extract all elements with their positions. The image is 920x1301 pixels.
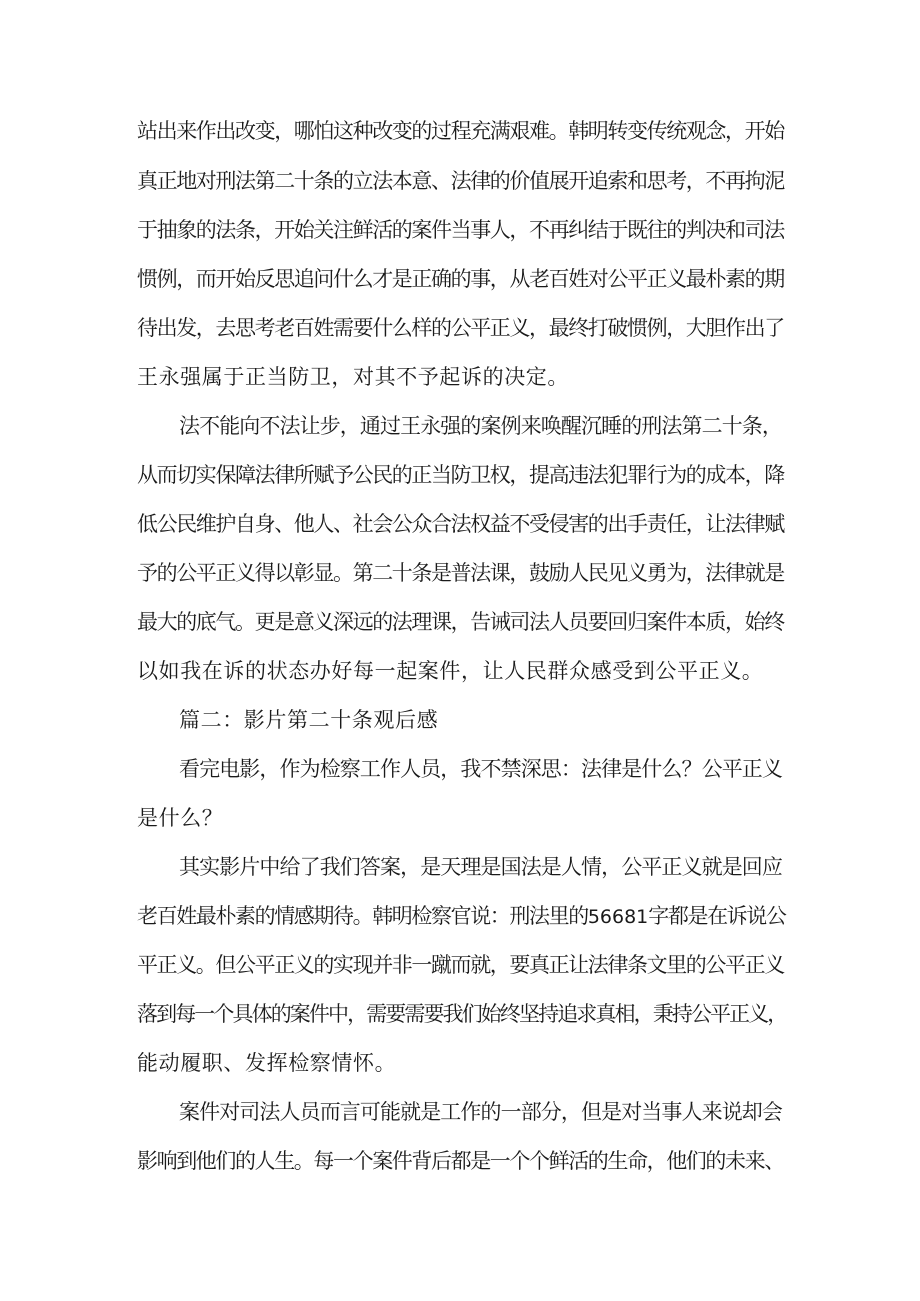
paragraph-2-line-4: 予的公平正义得以彰显。第二十条是普法课，鼓励人民见义勇为，法律就是 [137, 561, 784, 585]
paragraph-1-line-3: 于抽象的法条，开始关注鲜活的案件当事人，不再纠结于既往的判决和司法 [137, 218, 784, 242]
paragraph-5-line-2: 影响到他们的人生。每一个案件背后都是一个个鲜活的生命，他们的未来、 [137, 1149, 784, 1173]
paragraph-3-line-1: 看完电影，作为检察工作人员，我不禁深思：法律是什么？公平正义 [179, 757, 782, 781]
paragraph-4-line-2 [137, 901, 785, 931]
paragraph-4-line-3: 平正义。但公平正义的实现并非一蹴而就，要真正让法律条文里的公平正义 [137, 953, 784, 977]
paragraph-4-line-4: 落到每一个具体的案件中，需要需要我们始终坚持追求真相，秉持公平正义， [137, 1002, 787, 1026]
paragraph-2-line-5: 最大的底气。更是意义深远的法理课，告诫司法人员要回归案件本质，始终 [137, 610, 784, 634]
paragraph-2-line-1: 法不能向不法让步，通过王永强的案例来唤醒沉睡的刑法第二十条， [179, 414, 782, 438]
section-heading: 篇二：影片第二十条观后感 [179, 708, 439, 732]
paragraph-4-line-5: 能动履职、发挥检察情怀。 [137, 1051, 397, 1075]
paragraph-3-line-2: 是什么？ [137, 806, 224, 830]
paragraph-2-line-2: 从而切实保障法律所赋予公民的正当防卫权，提高违法犯罪行为的成本，降 [137, 463, 784, 487]
paragraph-1-line-1: 站出来作出改变，哪怕这种改变的过程充满艰难。韩明转变传统观念，开始 [137, 119, 784, 143]
paragraph-1-line-4: 惯例，而开始反思追问什么才是正确的事，从老百姓对公平正义最朴素的期 [137, 267, 784, 291]
paragraph-5-line-1: 案件对司法人员而言可能就是工作的一部分，但是对当事人来说却会 [179, 1100, 782, 1124]
paragraph-2-line-3: 低公民维护自身、他人、社会公众合法权益不受侵害的出手责任，让法律赋 [137, 512, 784, 536]
paragraph-4-line-2-tail: 字都是在诉说公 [648, 904, 786, 928]
article-count-number: 56681 [587, 906, 649, 928]
paragraph-1-line-2: 真正地对刑法第二十条的立法本意、法律的价值展开追索和思考，不再拘泥 [137, 169, 784, 193]
paragraph-1-line-6: 王永强属于正当防卫，对其不予起诉的决定。 [137, 365, 569, 389]
paragraph-4-line-2-text: 老百姓最朴素的情感期待。韩明检察官说：刑法里的 [137, 904, 588, 928]
paragraph-2-line-6: 以如我在诉的状态办好每一起案件，让人民群众感受到公平正义。 [137, 659, 764, 683]
paragraph-1-line-5: 待出发，去思考老百姓需要什么样的公平正义，最终打破惯例，大胆作出了 [137, 316, 784, 340]
paragraph-4-line-1: 其实影片中给了我们答案，是天理是国法是人情，公平正义就是回应 [179, 855, 782, 879]
